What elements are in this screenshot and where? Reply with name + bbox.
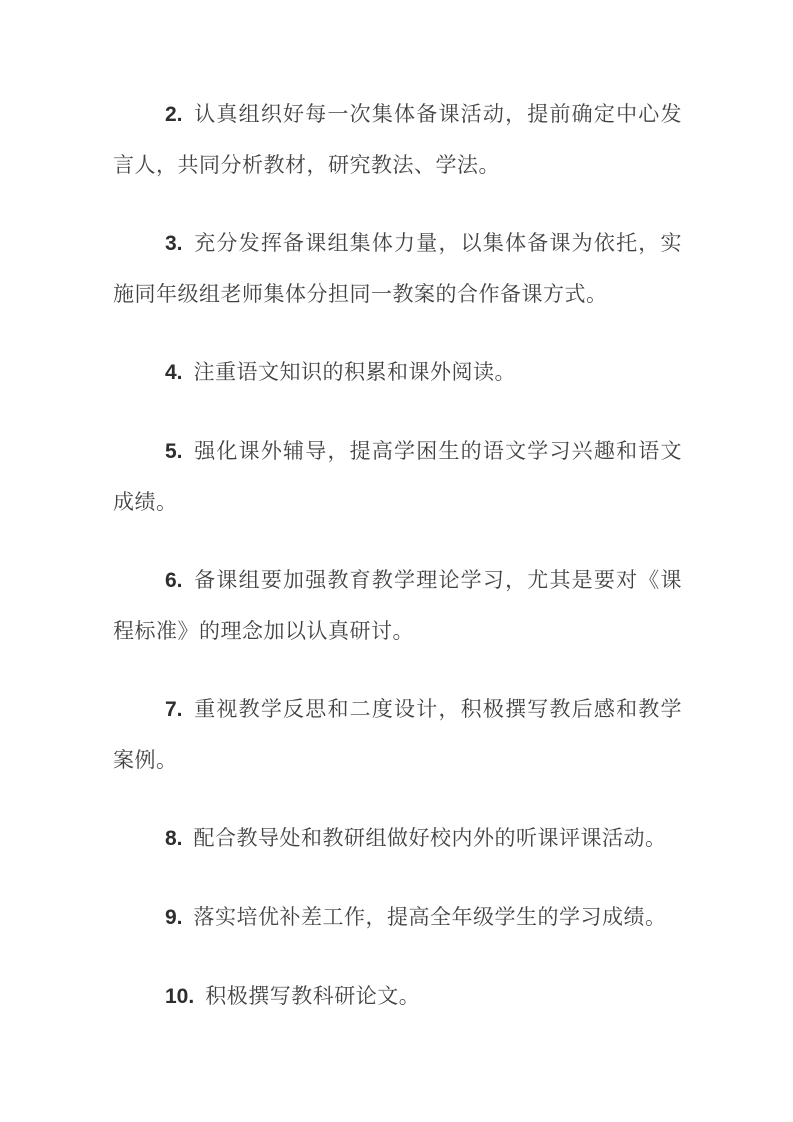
list-item-text: 重视教学反思和二度设计，积极撰写教后感和教学案例。	[113, 697, 682, 772]
list-item	[113, 89, 682, 190]
list-item	[113, 971, 682, 1022]
list-item-number: 10.	[165, 985, 195, 1008]
list-item-text: 充分发挥备课组集体力量，以集体备课为依托，实施同年级组老师集体分担同一教案的合作备课方式。	[113, 231, 682, 306]
list-item-number: 2.	[165, 103, 183, 126]
list-item-number: 5.	[165, 440, 183, 463]
list-item-number: 9.	[165, 906, 183, 929]
list-item	[113, 218, 682, 319]
list-item-text: 注重语文知识的积累和课外阅读。	[193, 360, 517, 384]
list-item	[113, 426, 682, 527]
list-item	[113, 347, 682, 398]
list-item-text: 备课组要加强教育教学理论学习，尤其是要对《课程标准》的理念加以认真研讨。	[113, 568, 682, 643]
list-item	[113, 892, 682, 943]
list-item-number: 4.	[165, 361, 183, 384]
list-item-text: 认真组织好每一次集体备课活动，提前确定中心发言人，共同分析教材，研究教法、学法。	[113, 102, 682, 177]
list-item	[113, 555, 682, 656]
list-item-number: 3.	[165, 232, 183, 255]
list-item-number: 6.	[165, 569, 183, 592]
list-item	[113, 684, 682, 785]
list-item-number: 8.	[165, 827, 183, 850]
list-item-text: 落实培优补差工作，提高全年级学生的学习成绩。	[193, 905, 667, 929]
list-item	[113, 813, 682, 864]
list-item-text: 强化课外辅导，提高学困生的语文学习兴趣和语文成绩。	[113, 439, 682, 514]
list-item-number: 7.	[165, 698, 183, 721]
list-item-text: 配合教导处和教研组做好校内外的听课评课活动。	[193, 826, 667, 850]
list-item-text: 积极撰写教科研论文。	[205, 984, 421, 1008]
